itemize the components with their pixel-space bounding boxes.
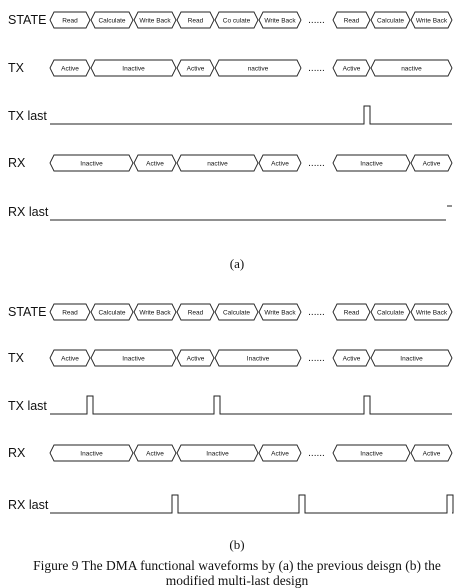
wire-trace: [50, 396, 452, 414]
ellipsis-mark: ......: [308, 307, 325, 318]
segment-label: Active: [422, 450, 441, 458]
segment-label: Active: [146, 160, 164, 168]
segment-label: nactive: [247, 65, 269, 73]
segment-label: Active: [342, 355, 361, 363]
segment-label: Write Back: [415, 309, 448, 317]
segment-label: Calculate: [98, 309, 126, 317]
segment-label: Active: [61, 65, 79, 73]
caption-line-2: modified multi-last design: [165, 573, 309, 588]
segment-label: Inactive: [122, 355, 145, 363]
segment-label: Active: [271, 160, 289, 168]
signal-label: STATE: [8, 13, 47, 27]
signal-label: RX: [8, 156, 26, 170]
segment-label: Inactive: [122, 65, 145, 73]
signal-label: TX last: [8, 109, 47, 123]
segment-label: Write Back: [264, 309, 296, 317]
segment-label: Active: [271, 450, 289, 458]
segment-label: Read: [62, 17, 78, 25]
segment-label: Active: [186, 355, 205, 363]
segment-label: nactive: [207, 160, 228, 168]
signal-label: RX last: [8, 205, 49, 219]
segment-label: Active: [146, 450, 164, 458]
segment-label: Inactive: [360, 160, 383, 168]
segment-label: Read: [62, 309, 78, 317]
segment-label: Write Back: [139, 17, 171, 25]
signal-label: TX: [8, 351, 24, 365]
ellipsis-mark: ......: [308, 353, 325, 364]
segment-label: Calculate: [376, 309, 405, 317]
ellipsis-mark: ......: [308, 448, 325, 459]
ellipsis-mark: ......: [308, 158, 325, 169]
panel-label: (a): [229, 256, 245, 271]
segment-label: Read: [187, 309, 204, 317]
segment-label: nactive: [401, 65, 422, 73]
ellipsis-mark: ......: [308, 63, 325, 74]
signal-label: TX: [8, 61, 24, 75]
signal-label: RX: [8, 446, 26, 460]
signal-label: STATE: [8, 305, 47, 319]
segment-label: Active: [422, 160, 441, 168]
segment-label: Write Back: [415, 17, 448, 25]
segment-label: Active: [186, 65, 205, 73]
ellipsis-mark: ......: [308, 15, 325, 26]
signal-label: RX last: [8, 498, 49, 512]
segment-label: Inactive: [246, 355, 270, 363]
segment-label: Read: [343, 17, 360, 25]
segment-label: Calculate: [376, 17, 405, 25]
figure-caption: [0, 558, 474, 588]
segment-label: Write Back: [139, 309, 171, 317]
segment-label: Read: [187, 17, 204, 25]
caption-line-1: Figure 9 The DMA functional waveforms by (a) the previous deisgn (b) the: [33, 558, 441, 573]
segment-label: Inactive: [206, 450, 229, 458]
segment-label: Inactive: [80, 450, 103, 458]
segment-label: Active: [342, 65, 361, 73]
segment-label: Inactive: [400, 355, 423, 363]
segment-label: Calculate: [98, 17, 126, 25]
wire-trace: [50, 495, 453, 513]
wire-trace: [50, 106, 452, 124]
segment-label: Active: [61, 355, 79, 363]
segment-label: Read: [343, 309, 360, 317]
segment-label: Inactive: [80, 160, 103, 168]
signal-label: TX last: [8, 399, 47, 413]
panel-label: (b): [229, 537, 245, 552]
segment-label: Write Back: [264, 17, 296, 25]
segment-label: Calculate: [222, 309, 251, 317]
segment-label: Co culate: [222, 17, 251, 25]
segment-label: Inactive: [360, 450, 383, 458]
